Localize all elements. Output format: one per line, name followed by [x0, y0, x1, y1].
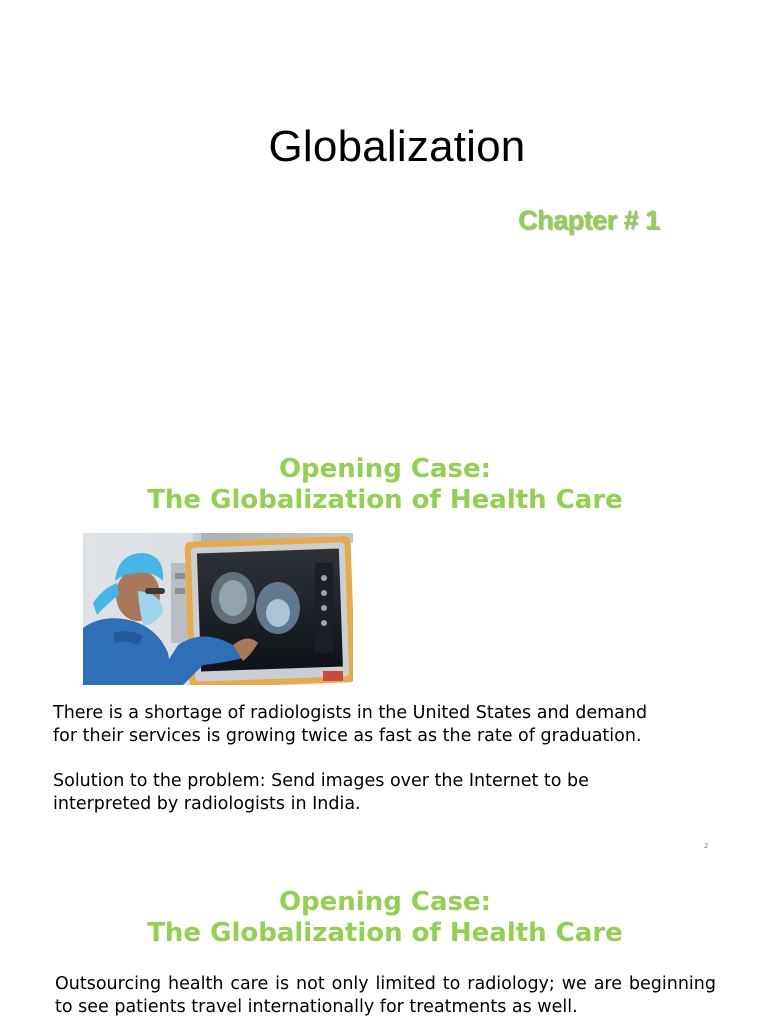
page-number: 2 — [704, 842, 709, 850]
slide-heading-line-1: Opening Case: — [278, 454, 492, 484]
paragraph-2-line-1: Solution to the problem: Send images over the Internet to be — [53, 771, 589, 791]
slide-heading — [0, 454, 768, 516]
slide-heading-line-1: Opening Case: — [278, 887, 492, 917]
paragraph-2 — [53, 770, 733, 816]
slide-heading-line-2: The Globalization of Health Care — [147, 918, 623, 948]
slide-heading-line-2: The Globalization of Health Care — [147, 485, 623, 515]
paragraph-1-line-2: for their services is growing twice as fast as the rate of graduation. — [53, 726, 642, 746]
main-title: Globalization — [268, 122, 526, 171]
paragraph-1 — [53, 702, 733, 748]
paragraph-1-line-1: There is a shortage of radiologists in the United States and demand — [53, 703, 648, 723]
paragraph-outsourcing: Outsourcing health care is not only limited to radiology; we are beginning to see patients travel internationally for treatments as well. — [55, 974, 716, 1017]
chapter-label: Chapter # 1 — [518, 205, 660, 235]
paragraph-2-line-2: interpreted by radiologists in India. — [53, 794, 361, 814]
radiologist-photo — [83, 533, 353, 685]
slide-opening-case-continued — [0, 857, 768, 1024]
slide-title — [0, 0, 768, 420]
slide-heading — [0, 887, 768, 949]
slide-opening-case — [0, 420, 768, 857]
